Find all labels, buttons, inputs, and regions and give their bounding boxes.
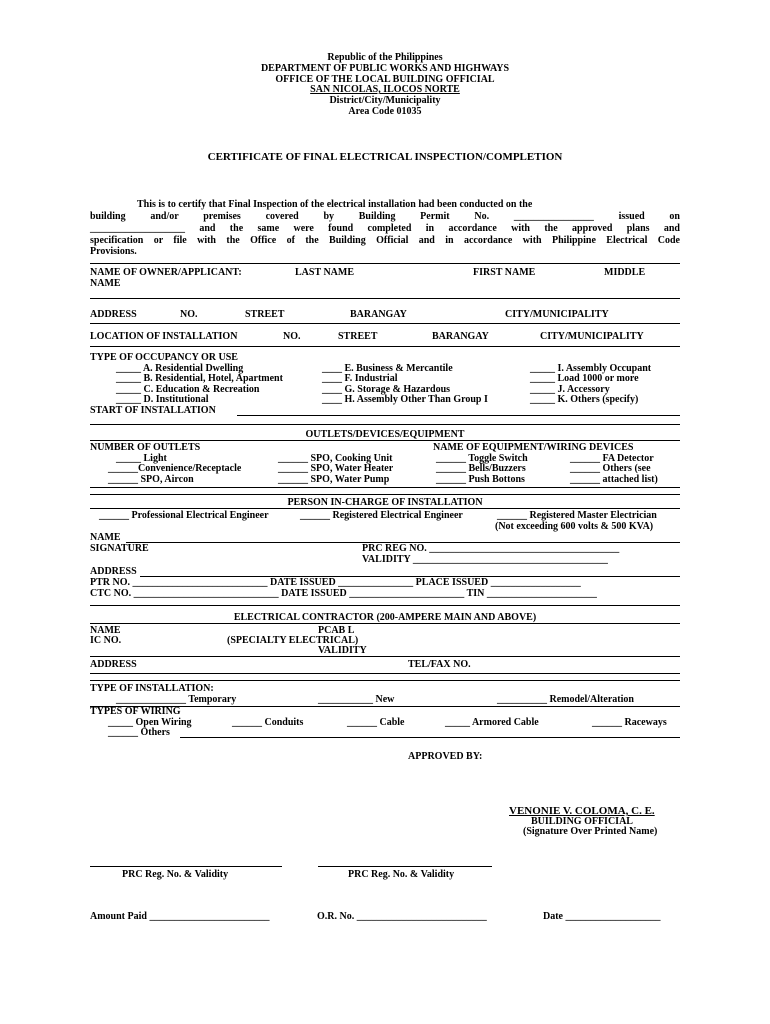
official-name: VENONIE V. COLOMA, C. E. [509, 805, 655, 817]
device-field[interactable]: ______ Others (see [570, 463, 651, 474]
location-no: NO. [283, 331, 301, 342]
person-heading: PERSON IN-CHARGE OF INSTALLATION [287, 497, 483, 508]
header-place-wrap [0, 84, 770, 95]
person-rme-note: (Not exceeding 600 volts & 500 KVA) [495, 521, 654, 532]
occupancy-option[interactable]: _____ C. Education & Recreation [116, 384, 260, 395]
prc-line-1[interactable] [90, 866, 282, 867]
occupancy-option[interactable]: _____ A. Residential Dwelling [116, 363, 244, 374]
device-field[interactable]: ______ Toggle Switch [436, 453, 528, 464]
address-label: ADDRESS [90, 309, 137, 320]
owner-last-name: LAST NAME [295, 267, 354, 278]
wiring-armored[interactable]: _____ Armored Cable [445, 717, 539, 728]
installation-temporary[interactable]: ______________ Temporary [116, 694, 237, 705]
person-validity-field[interactable]: VALIDITY _______________________________________ [362, 554, 608, 565]
contractor-tel-label: TEL/FAX NO. [408, 659, 471, 670]
prc-validity-label-1: PRC Reg. No. & Validity [122, 869, 229, 880]
person-signature-label: SIGNATURE [90, 543, 149, 554]
divider [90, 605, 680, 606]
owner-middle: MIDDLE [604, 267, 646, 278]
address-street: STREET [245, 309, 285, 320]
outlets-heading: OUTLETS/DEVICES/EQUIPMENT [305, 429, 465, 440]
owner-first-name: FIRST NAME [473, 267, 536, 278]
divider [90, 673, 680, 674]
header-republic: Republic of the Philippines [327, 52, 443, 63]
divider [90, 494, 680, 495]
contractor-specialty: (SPECIALTY ELECTRICAL) [227, 635, 359, 646]
contractor-name-label: NAME [90, 625, 121, 636]
occupancy-option[interactable]: ____ E. Business & Mercantile [322, 363, 453, 374]
location-line[interactable] [90, 323, 680, 324]
installation-label: TYPE OF INSTALLATION: [90, 683, 214, 694]
outlet-field[interactable]: ______ SPO, Aircon [108, 474, 194, 485]
location-label: LOCATION OF INSTALLATION [90, 331, 238, 342]
document-title: CERTIFICATE OF FINAL ELECTRICAL INSPECTION/COMPLETION [207, 151, 563, 163]
person-ree-option[interactable]: ______ Registered Electrical Engineer [300, 510, 463, 521]
person-address-label: ADDRESS [90, 566, 137, 577]
intro-line-4: specification or file with the Office of the Building Official and in accordance with Philippine Electrical Code [90, 235, 680, 246]
divider [90, 623, 680, 624]
header-place: SAN NICOLAS, ILOCOS NORTE [310, 84, 460, 95]
divider [90, 656, 680, 657]
official-note: (Signature Over Printed Name) [523, 826, 658, 837]
header-area-code: Area Code 01035 [348, 106, 422, 117]
contractor-ic-label: IC NO. [90, 635, 122, 646]
occupancy-option[interactable]: ____ F. Industrial [322, 373, 398, 384]
address-barangay: BARANGAY [350, 309, 407, 320]
wiring-others-field[interactable] [180, 737, 680, 738]
or-number-field[interactable]: O.R. No. __________________________ [317, 911, 487, 922]
divider [90, 440, 680, 441]
divider [90, 487, 680, 488]
wiring-label: TYPES OF WIRING [90, 706, 181, 717]
occupancy-option[interactable]: _____ Load 1000 or more [530, 373, 639, 384]
prc-line-2[interactable] [318, 866, 492, 867]
divider [90, 680, 680, 681]
header-district: District/City/Municipality [329, 95, 441, 106]
installation-new[interactable]: ___________ New [318, 694, 395, 705]
wiring-raceways[interactable]: ______ Raceways [592, 717, 667, 728]
location-city: CITY/MUNICIPALITY [540, 331, 644, 342]
owner-line[interactable] [90, 263, 680, 264]
address-line[interactable] [90, 298, 680, 299]
wiring-conduits[interactable]: ______ Conduits [232, 717, 304, 728]
occupancy-line [90, 346, 680, 347]
location-barangay: BARANGAY [432, 331, 489, 342]
wiring-open[interactable]: _____ Open Wiring [108, 717, 192, 728]
occupancy-option[interactable]: _____ B. Residential, Hotel, Apartment [116, 373, 283, 384]
contractor-heading: ELECTRICAL CONTRACTOR (200-AMPERE MAIN AND ABOVE) [233, 612, 537, 623]
intro-line-5: Provisions. [90, 246, 137, 257]
approved-by-label: APPROVED BY: [408, 751, 483, 762]
address-city: CITY/MUNICIPALITY [505, 309, 609, 320]
device-field[interactable]: ______ FA Detector [570, 453, 654, 464]
intro-line-3: ___________________ and the same were found completed in accordance with the approved plans and [90, 223, 680, 234]
outlet-field[interactable]: ______ SPO, Water Heater [278, 463, 394, 474]
person-rme-option[interactable]: ______ Registered Master Electrician [497, 510, 657, 521]
contractor-validity: VALIDITY [318, 645, 367, 656]
contractor-pcab: PCAB L [318, 625, 355, 636]
person-ptr-row[interactable]: PTR NO. ___________________________ DATE ISSUED _______________ PLACE ISSUED __________________ [90, 577, 581, 588]
owner-name-label: NAME [90, 278, 121, 289]
outlet-field[interactable]: ______ SPO, Cooking Unit [278, 453, 393, 464]
official-title: BUILDING OFFICIAL [531, 816, 633, 827]
wiring-others[interactable]: ______ Others [108, 727, 170, 738]
header-office: OFFICE OF THE LOCAL BUILDING OFFICIAL [275, 74, 495, 85]
date-field[interactable]: Date ___________________ [543, 911, 661, 922]
occupancy-option[interactable]: _____ D. Institutional [116, 394, 209, 405]
outlet-field[interactable]: _____ Light [116, 453, 167, 464]
outlets-left-label: NUMBER OF OUTLETS [90, 442, 201, 453]
person-prc-field[interactable]: PRC REG NO. ______________________________________ [362, 543, 620, 554]
intro-line-1: This is to certify that Final Inspection of the electrical installation had been conducted on the [137, 199, 533, 210]
installation-remodel[interactable]: __________ Remodel/Alteration [497, 694, 634, 705]
occupancy-label: TYPE OF OCCUPANCY OR USE [90, 352, 238, 363]
occupancy-option[interactable]: ____ G. Storage & Hazardous [322, 384, 451, 395]
person-pee-option[interactable]: ______ Professional Electrical Engineer [99, 510, 269, 521]
intro-line-2: building and/or premises covered by Building Permit No. ________________ issued on [90, 211, 680, 222]
outlets-right-label: NAME OF EQUIPMENT/WIRING DEVICES [433, 442, 634, 453]
address-no: NO. [180, 309, 198, 320]
occupancy-option[interactable]: ____ H. Assembly Other Than Group I [322, 394, 488, 405]
outlet-field[interactable]: ______ SPO, Water Pump [278, 474, 390, 485]
divider [90, 424, 680, 425]
device-field[interactable]: ______ Push Bottons [436, 474, 525, 485]
owner-label: NAME OF OWNER/APPLICANT: [90, 267, 242, 278]
amount-paid-field[interactable]: Amount Paid ________________________ [90, 911, 270, 922]
occupancy-option[interactable]: _____ I. Assembly Occupant [530, 363, 652, 374]
occupancy-option[interactable]: _____ K. Others (specify) [530, 394, 639, 405]
occupancy-option[interactable]: _____ J. Accessory [530, 384, 610, 395]
header-department: DEPARTMENT OF PUBLIC WORKS AND HIGHWAYS [260, 63, 510, 74]
device-field[interactable]: ______ attached list) [570, 474, 658, 485]
start-field[interactable] [237, 415, 680, 416]
prc-validity-label-2: PRC Reg. No. & Validity [348, 869, 455, 880]
wiring-cable[interactable]: ______ Cable [347, 717, 405, 728]
contractor-address-label: ADDRESS [90, 659, 137, 670]
device-field[interactable]: ______ Bells/Buzzers [436, 463, 526, 474]
divider [90, 508, 680, 509]
start-label: START OF INSTALLATION [90, 405, 216, 416]
location-street: STREET [338, 331, 378, 342]
person-name-label: NAME [90, 532, 121, 543]
outlet-field[interactable]: ______Convenience/Receptacle [108, 463, 242, 474]
person-ctc-row[interactable]: CTC NO. _____________________________ DATE ISSUED _______________________ TIN ______________________ [90, 588, 597, 599]
